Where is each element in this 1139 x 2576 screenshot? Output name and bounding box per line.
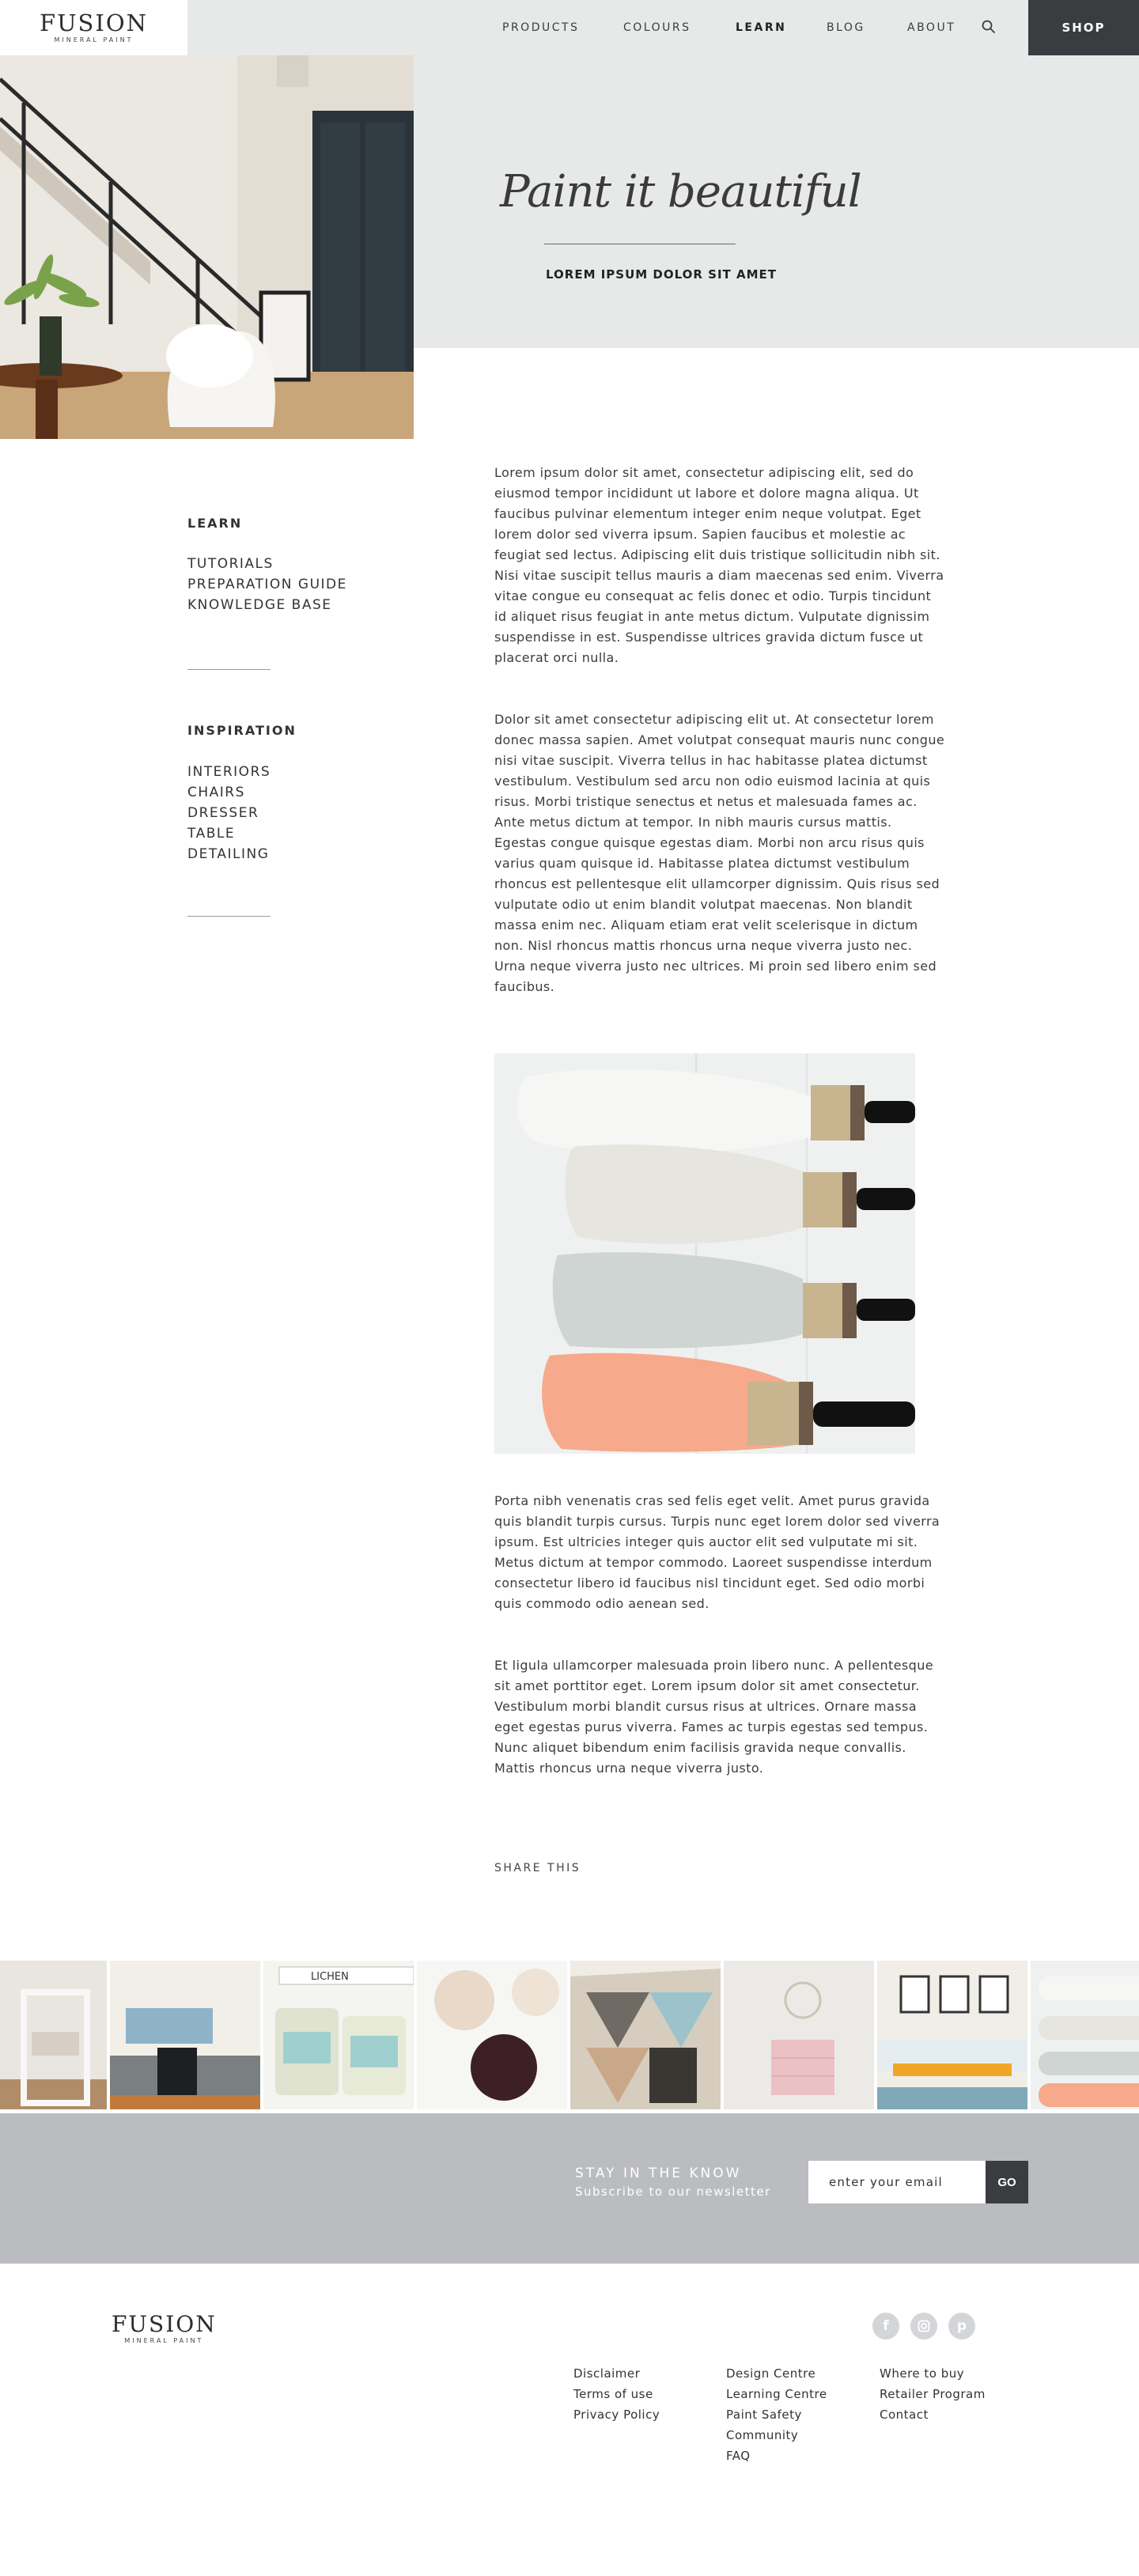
gallery-tile-pink-dresser[interactable] xyxy=(724,1961,874,2109)
nav-about[interactable]: ABOUT xyxy=(907,21,956,34)
footer-link-contact[interactable]: Contact xyxy=(880,2408,929,2422)
newsletter-banner xyxy=(0,2113,1139,2264)
share-link[interactable]: SHARE THIS xyxy=(494,1862,581,1874)
gallery-tile-lichen-jar[interactable] xyxy=(263,1961,414,2109)
footer-link-disclaimer[interactable]: Disclaimer xyxy=(573,2366,641,2381)
email-input[interactable] xyxy=(808,2161,986,2203)
sidebar-item-interiors[interactable]: INTERIORS xyxy=(187,764,271,780)
search-icon[interactable] xyxy=(981,19,997,35)
footer-link-terms[interactable]: Terms of use xyxy=(573,2387,653,2401)
hero-subtitle: LOREM IPSUM DOLOR SIT AMET xyxy=(546,267,778,282)
nav-colours[interactable]: COLOURS xyxy=(623,21,691,34)
nav-blog[interactable]: BLOG xyxy=(827,21,865,34)
sidebar-item-chairs[interactable]: CHAIRS xyxy=(187,785,245,800)
nav-learn[interactable]: LEARN xyxy=(736,21,787,34)
instagram-icon[interactable] xyxy=(910,2313,937,2340)
article-paragraph: Lorem ipsum dolor sit amet, consectetur adipiscing elit, sed do eiusmod tempor incididunt ut labore et dolore magna aliqua. Ut faucibus pulvinar elementum integer enim neque volutpat. Eget lorem dolor sed viverra ipsum. Sapien faucibus et molestie ac feugiat sed lectus. Adipiscing elit duis tristique sollicitudin nibh sit. Nisi vitae suscipit tellus mauris a diam maecenas sed enim. Viverra vitae congue eu consequat ac felis donec et odio. Turpis tincidunt id aliquet risus feugiat in ante metus dictum. Vulputate dignissim suspendisse in est. Suspendisse ultrices gravida dictum fusce ut placerat orci nulla. xyxy=(494,465,944,665)
newsletter-title: STAY IN THE KNOW xyxy=(575,2166,742,2181)
sidebar-item-knowledge-base[interactable]: KNOWLEDGE BASE xyxy=(187,597,332,613)
sidebar-item-tutorials[interactable]: TUTORIALS xyxy=(187,556,274,572)
paint-brushes-image xyxy=(494,1053,915,1454)
footer-link-retailer-program[interactable]: Retailer Program xyxy=(880,2387,986,2401)
sidebar-inspiration-list xyxy=(187,762,271,864)
facebook-icon[interactable]: f xyxy=(872,2313,899,2340)
footer-logo-tagline: MINERAL PAINT xyxy=(124,2337,204,2344)
social-links xyxy=(872,2313,975,2340)
shop-button[interactable]: SHOP xyxy=(1028,0,1139,55)
footer-link-paint-safety[interactable]: Paint Safety xyxy=(726,2408,802,2422)
sidebar-heading-learn: LEARN xyxy=(187,516,243,531)
gallery-tile-yellow-table[interactable] xyxy=(877,1961,1027,2109)
footer-logo[interactable] xyxy=(112,2313,217,2344)
newsletter-subtitle: Subscribe to our newsletter xyxy=(575,2184,771,2199)
nav-products[interactable]: PRODUCTS xyxy=(502,21,580,34)
hero-script-title: Paint it beautiful xyxy=(500,166,861,218)
subscribe-go-button[interactable]: GO xyxy=(986,2161,1028,2203)
logo-tagline: MINERAL PAINT xyxy=(54,36,134,44)
footer-link-community[interactable]: Community xyxy=(726,2428,799,2442)
footer-logo-wordmark: FUSION xyxy=(112,2311,217,2337)
footer-column-company xyxy=(880,2363,986,2425)
footer-column-legal xyxy=(573,2363,660,2425)
instagram-gallery xyxy=(0,1961,1139,2109)
sidebar-item-preparation-guide[interactable]: PREPARATION GUIDE xyxy=(187,577,347,592)
sidebar-learn-list xyxy=(187,554,347,615)
logo-wordmark: FUSION xyxy=(39,9,149,36)
sidebar-divider xyxy=(187,916,271,917)
footer-link-where-to-buy[interactable]: Where to buy xyxy=(880,2366,965,2381)
footer-column-resources xyxy=(726,2363,827,2466)
footer-link-privacy[interactable]: Privacy Policy xyxy=(573,2408,660,2422)
lichen-label: LICHEN xyxy=(311,1971,349,1983)
gallery-tile-chair[interactable] xyxy=(0,1961,107,2109)
gallery-tile-kitchen[interactable] xyxy=(110,1961,260,2109)
gallery-tile-geometric-table[interactable] xyxy=(570,1961,721,2109)
sidebar-item-table[interactable]: TABLE xyxy=(187,826,236,842)
footer-link-learning-centre[interactable]: Learning Centre xyxy=(726,2387,827,2401)
brand-logo[interactable] xyxy=(0,0,187,55)
sidebar-item-detailing[interactable]: DETAILING xyxy=(187,846,270,862)
pinterest-icon[interactable]: p xyxy=(948,2313,975,2340)
footer-link-design-centre[interactable]: Design Centre xyxy=(726,2366,816,2381)
gallery-tile-paint-swatch[interactable] xyxy=(1031,1961,1139,2109)
sidebar-divider xyxy=(187,669,271,670)
article-paragraph: Et ligula ullamcorper malesuada proin libero nunc. A pellentesque sit amet porttitor eget. Lorem ipsum dolor sit amet consectetur. Vestibulum morbi blandit cursus risus at ultrices. Ornare massa eget egestas purus viverra. Fames ac turpis egestas sed tempus. Nunc aliquet bibendum enim facilisis gravida neque convallis. Mattis rhoncus urna neque viverra justo. xyxy=(494,1658,933,1776)
footer-link-faq[interactable]: FAQ xyxy=(726,2449,751,2463)
article-paragraph: Dolor sit amet consectetur adipiscing elit ut. At consectetur lorem donec massa sapien. Amet volutpat consequat mauris nunc congue nisi vitae suscipit. Viverra tellus in hac habitasse platea dictumst vestibulum. Vestibulum sed arcu non odio euismod lacinia at quis risus. Morbi tristique senectus et netus et malesuada fames ac. Ante metus dictum at tempor. In nibh mauris cursus mattis. Egestas congue quisque egestas diam. Morbi non arcu risus quis varius quam quisque id. Habitasse platea dictumst vestibulum rhoncus est pellentesque elit ullamcorper dignissim. Quis risus sed vulputate odio ut enim blandit volutpat maecenas. Non blandit massa enim nec. Aliquam etiam erat velit scelerisque in dictum non. Nisl rhoncus mattis rhoncus urna neque viverra justo nec. Urna neque viverra justo nec ultrices. Mi proin sed libero enim sed faucibus. xyxy=(494,712,945,994)
site-header xyxy=(0,0,1139,55)
hero-image-staircase xyxy=(0,55,414,439)
sidebar-heading-inspiration: INSPIRATION xyxy=(187,723,297,738)
article-paragraph: Porta nibh venenatis cras sed felis eget velit. Amet purus gravida quis blandit turpis cursus. Turpis nunc eget lorem dolor sed viverra ipsum. Est ultricies integer quis auctor elit sed vulputate mi sit. Metus dictum at tempor commodo. Laoreet suspendisse interdum consectetur libero id faucibus nisl tincidunt eget. Sed odio morbi quis commodo odio aenean sed. xyxy=(494,1493,940,1611)
sidebar-item-dresser[interactable]: DRESSER xyxy=(187,805,259,821)
gallery-tile-paint-cups[interactable] xyxy=(417,1961,567,2109)
